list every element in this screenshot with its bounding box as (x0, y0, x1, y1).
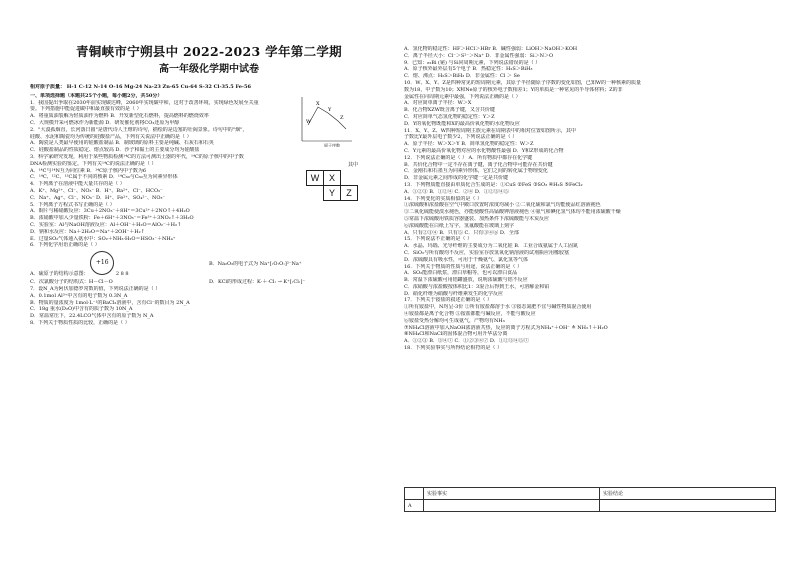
question-line: 10．W、X、Y、Z是四种常见的短周期元素，其原子半径随原子序数的变化如图，已知W的一种核素的质量 (404, 79, 641, 86)
question-line: ⑧NH₄Cl和NaCl的固体混合物可用升华法分离 (404, 331, 508, 338)
question-line: C．大规模开采可燃冰作为新能源 D．研发催化剂将CO₂还原为甲醇 (30, 119, 180, 126)
question-line: C．Na⁺、Ag⁺、Cl⁻、NO₃⁻ D．H⁺、Fe²⁺、SO₄²⁻、NO₃⁻ (30, 194, 166, 201)
question-line: 要。下列措施中能促进碳中和最直接有效的是（ ） (30, 106, 142, 113)
question-line: 6．下列化学用语正确的是（ ） (30, 242, 100, 249)
graph-x-label: 原子序数 (324, 143, 340, 147)
question-line: A．①②③ B．①②④ C．②④ D．①②③④⑤ (404, 188, 509, 195)
question-line: C．金刚石和石墨互为同素异形体，它们之间的转化属于物理变化 (404, 168, 548, 175)
question-line: 12．下列说法正确的是（ ） A．所有物质中都存在化学键 (404, 154, 533, 161)
exam-subtitle: 高一年级化学期中试卷 (159, 64, 259, 75)
question-line: B．浓硝酸中加入少量铁粉：Fe＋6H⁺＋3NO₃⁻＝Fe³⁺＋3NO₂↑＋3H₂O (30, 215, 194, 222)
grid-cell: W (307, 171, 324, 186)
graph-point-z: Z (340, 115, 344, 121)
question-line: A．氢化物的稳定性：HF＞HCl＞HBr B．碱性强弱：LiOH＞NaOH＞KOH (404, 46, 578, 52)
question-line: A．K⁺、Mg²⁺、Cl⁻、NO₃⁻ B．H⁺、Ba²⁺、Cl⁻、HCO₃⁻ (30, 187, 163, 194)
q6-option-c: C．次氯酸分子的结构式：H－Cl－O (30, 279, 113, 286)
question-line: A．铜片与稀硝酸反应：3Cu＋2NO₃⁻＋8H⁺＝3Cu²⁺＋2NO↑＋4H₂O (30, 208, 190, 215)
exam-title: 青铜峡市宁朔县中 2022-2023 学年第二学期 (76, 44, 342, 59)
grid-cell: Y (324, 186, 341, 201)
question-line: C．熔、沸点：H₂S＞BiH₃ D．非金属性：Cl ＞ Se (404, 73, 520, 80)
grid-cell: X (324, 171, 341, 186)
atomic-masses: 相对原子质量： H-1 C-12 N-14 O-16 Mg-24 Na-23 Zn-65 Cu-64 S-32 Cl-35.5 Fe-56 (30, 84, 251, 90)
question-line: A．对应简单离子半径：W＞X (404, 100, 472, 107)
q18-table (404, 487, 776, 512)
question-line: 1．我国提出争取在2030年前实现碳达峰，2060年实现碳中和，这对于改善环境，实现绿色发展至关重 (30, 99, 259, 106)
question-line: ⑥浓硫酸能在白纸上写字，氢氟酸能在玻璃上刻字 (404, 222, 515, 229)
question-line: C．硅酸盐制品的性质稳定、熔点较高 D．沙子和黏土的主要成分均为硅酸盐 (30, 147, 200, 154)
question-line: ①所有铵盐中，N均呈-3价 ②所有铵盐都溶于水 ③铵态氮肥不宜与碱性物质混合使用 (404, 304, 592, 311)
question-line: D．浓硫酸具有吸水性，可用于干燥氨气、氯化氢等气体 (404, 256, 529, 263)
question-line: E．过量SO₂气体通入氨水中：SO₂＋NH₃·H₂O＝HSO₃⁻＋NH₄⁺ (30, 235, 176, 242)
q6-row-ab (30, 249, 388, 279)
question-line: A．原子半径：W＞X＞Y B．简单氢化物的稳定性：W＞Z (404, 141, 534, 148)
element-position-grid (306, 170, 358, 201)
graph-point-y: Y (328, 107, 332, 113)
question-line: ③二氧化硫能使溴水褪色，亦能使酸性高锰酸钾溶液褪色 ④氨气和碘化氢气体均不能用浓硫酸干燥 (404, 209, 621, 216)
question-line: 4．下列离子在溶液中能大量共存的是（ ） (30, 181, 125, 188)
question-line: C．SiO₂与所有酸均不反应，实验室存放氢氧化钠溶液的试剂瓶应用橡胶塞 (404, 249, 569, 256)
question-line: 5．下列离子方程式书写正确的是（ ） (30, 201, 115, 208)
question-line: A．SO₂能漂白纸浆，漂白草帽等，也可以漂白食品 (404, 270, 518, 277)
atom-shells: 2 8 8 (115, 270, 129, 277)
q18-cell (600, 500, 776, 512)
q18-header-conclusion: 实验结论 (600, 488, 776, 500)
question-line: ④铵盐都是离子化合物 ⑤铵盐都能与碱反应，不能与酸反应 (404, 311, 536, 318)
question-line: DNA检测实验的鉴定。下列有关¹⁴C的说法正确的是（ ） (30, 160, 157, 167)
question-line: A．¹⁴C与¹⁴N互为同位素 B．¹⁴C原子核内中子数为6 (30, 167, 147, 174)
question-line: 14．下列变化的实质相似的是（ ） (404, 195, 482, 202)
q11-caption: 其中 (348, 162, 359, 168)
question-line: D．钠和水反应：Na＋2H₂O＝Na⁺＋2OH⁻＋H₂↑ (30, 228, 145, 235)
graph-point-x: X (316, 101, 320, 107)
right-column (398, 0, 794, 562)
question-line: A．0.1mol Al³⁺中含有的电子数为 0.3N_A (30, 292, 128, 299)
question-line: 3．科学家研究发现，利用于某些物质检测¹⁴C的方法可测出土器的年代，¹⁴C的原子核中的中子数 (30, 153, 244, 160)
question-line: A．①②③ B．③④⑦ C．①②③④⑦ D．①②③④⑤⑦ (404, 338, 529, 345)
q6-option-b: B．Na₂O₂的电子式为 Na⁺[:Ö:Ö:]²⁻Na⁺ (209, 260, 302, 267)
question-line: 11．X、Y、Z、W四种短周期主族元素在周期表中的相对位置如图所示，其中 (404, 127, 576, 134)
q6-option-d: D．KCl的形成过程：K·＋·Cl: → K⁺[:Cl:]⁻ (209, 279, 306, 286)
question-line: ⑦NH₄Cl溶液中加入NaOH浓溶液共热，反应的离子方程式为NH₄⁺＋OH⁻ ≜ NH₃↑＋H₂O (404, 324, 608, 331)
question-line: 硅酸、水泥和陶瓷均为传统的硅酸盐产品，下列有关说法中正确的是（ ） (30, 133, 192, 140)
question-line: 15．下列说法不正确的是（ ） (404, 236, 472, 243)
q18-corner (405, 488, 424, 500)
question-line: C．浓硝酸与浓盐酸按体积比1：3混合后得到王水，可溶解金和铂 (404, 283, 550, 290)
question-line: 7．设N_A为阿伏加德罗常数的值，下列说法正确的是（ ） (30, 285, 161, 292)
question-line: D．非金属元素之间形成的化学键一定是共价键 (404, 175, 509, 182)
question-line: D．Y的氧化物既能和X的最高价氧化物的水化物反应 (404, 120, 520, 127)
sulfur-atom-diagram: +16 (90, 251, 114, 275)
question-line: 子数比Y最外层电子数少2，下列说法正确的是（ ） (404, 134, 518, 141)
question-line: D．常温常压下，22.4LCO气体中含有的原子数为 N_A (30, 313, 154, 320)
question-line: B．物质的量浓度为 1mol·L⁻¹的BaCl₂溶液中，含有Cl⁻的数目为 2N_A (30, 299, 190, 306)
question-line: A．陶瓷是人类最早使用的硅酸盐制品 B．制玻璃的原料主要是纯碱、石灰石和石英 (30, 140, 214, 147)
question-line: C．实验室：Al与NaOH溶液反应：Al＋OH⁻＋H₂O＝AlO₂⁻＋H₂↑ (30, 221, 182, 228)
question-line: 16．下列关于物质的性质与用途，说法正确的是（ ） (404, 263, 522, 270)
section-1-title: 一、单项选择题（本题共25个小题，每小题2分，共50分） (30, 92, 163, 99)
question-line: D．硝化纤维为硝酸与纤维素发生的化学反应 (404, 290, 504, 297)
question-line: B．共价化合物中一定不存在离子键，离子化合物中可能存在共价键 (404, 161, 553, 168)
grid-cell (307, 186, 324, 201)
q18-cell (424, 500, 600, 512)
question-line: B．常温下浓硫酸可用铝罐盛放，说明浓硫酸与铝不反应 (404, 277, 528, 284)
question-line: 17．下列关于铵盐的叙述正确的是（ ） (404, 297, 492, 304)
left-question-lines-b (30, 286, 388, 327)
question-line: ①浓硫酸和浓盐酸在空气中敞口放置时浓度均减小 ②二氧化硫和氯气均能使品红溶液褪色 (404, 202, 601, 209)
question-line: C．对应简单气态氢化物的稳定性：Y＞Z (404, 113, 495, 120)
question-line: 8．下列关于物质性质的比较，正确的是（ ） (30, 319, 130, 326)
question-line: A．将重质油裂解为轻质油作为燃料 B．开发新型化石燃料，提高燃料的燃烧效率 (30, 113, 209, 120)
q6-row-cd (30, 279, 388, 286)
graph-point-w: W (306, 119, 312, 125)
question-line: 2．"大漠孤烟直，长河落日圆"是唐代诗人王维的诗句，描绘的是边塞的壮阔景象。诗句中的"烟"， (30, 126, 248, 133)
q18-row-label: A (405, 500, 424, 512)
question-line: A．原子核外最外层有5个电子 B．热稳定性：H₂S＞BiH₃ (404, 66, 533, 73)
question-line: A．只有②③④ B．只有⑤ C．只有③④⑥ D．全部 (404, 229, 519, 236)
question-line: 数为18，中子数为10；X和Ne原子的核外电子数相差1；Y的单质是一种常见的半导体材料；Z的非 (404, 86, 623, 93)
question-line: 13．下列物质能直接由单质化合生成的是：①CuS ②FeS ③SO₃ ④H₂S ⑤FeCl₂ (404, 181, 583, 188)
right-question-lines (404, 46, 782, 352)
question-line: ⑥铵盐受热分解均可生成氨气，产物均有NH₃ (404, 317, 505, 324)
question-line: A．水晶、玛瑙、光导纤维的主要成分为二氧化硅 B．工业合成氨属于人工固氮 (404, 243, 578, 250)
question-line: C．Y元素的最高价氧化物对应的水化物酸性最强 D．Y和Z形成的化合物 (404, 147, 564, 154)
question-line: 18．下列实验事实与所得结论相符的是（ ） (404, 345, 502, 352)
q6-option-a: A．硫原子的结构示意图： +16 2 8 8 (30, 251, 209, 278)
question-line: C．18g 重水(D₂O)中含有的质子数为 10N_A (30, 306, 133, 313)
question-line: C．¹⁴C、¹²C、¹³C属于不同的核素 D．¹⁴C₆₀与C₆₀互为同素异形体 (30, 174, 178, 181)
atomic-radius-graph (294, 95, 354, 147)
question-line: 9．已知：₈₃Bi (铋) 与Si同周期元素，下列说法错误的是（ ） (404, 59, 541, 66)
grid-cell (341, 171, 358, 186)
q18-header-fact: 实验事实 (424, 488, 600, 500)
question-line: C．离子半径大小：Cl⁻＞S²⁻＞Na⁺ D．非金属性强弱：Si＞N＞O (404, 52, 554, 59)
question-line: B．化合物XZW既含离子键，又含共价键 (404, 107, 495, 114)
question-line: 金属性在同周期元素中最强，下列说法正确的是（ ） (404, 93, 521, 100)
grid-cell: Z (341, 186, 358, 201)
question-line: ⑤常温下浓硫酸用铁质容器盛装、加热条件下浓硫酸能与木炭反应 (404, 215, 550, 222)
